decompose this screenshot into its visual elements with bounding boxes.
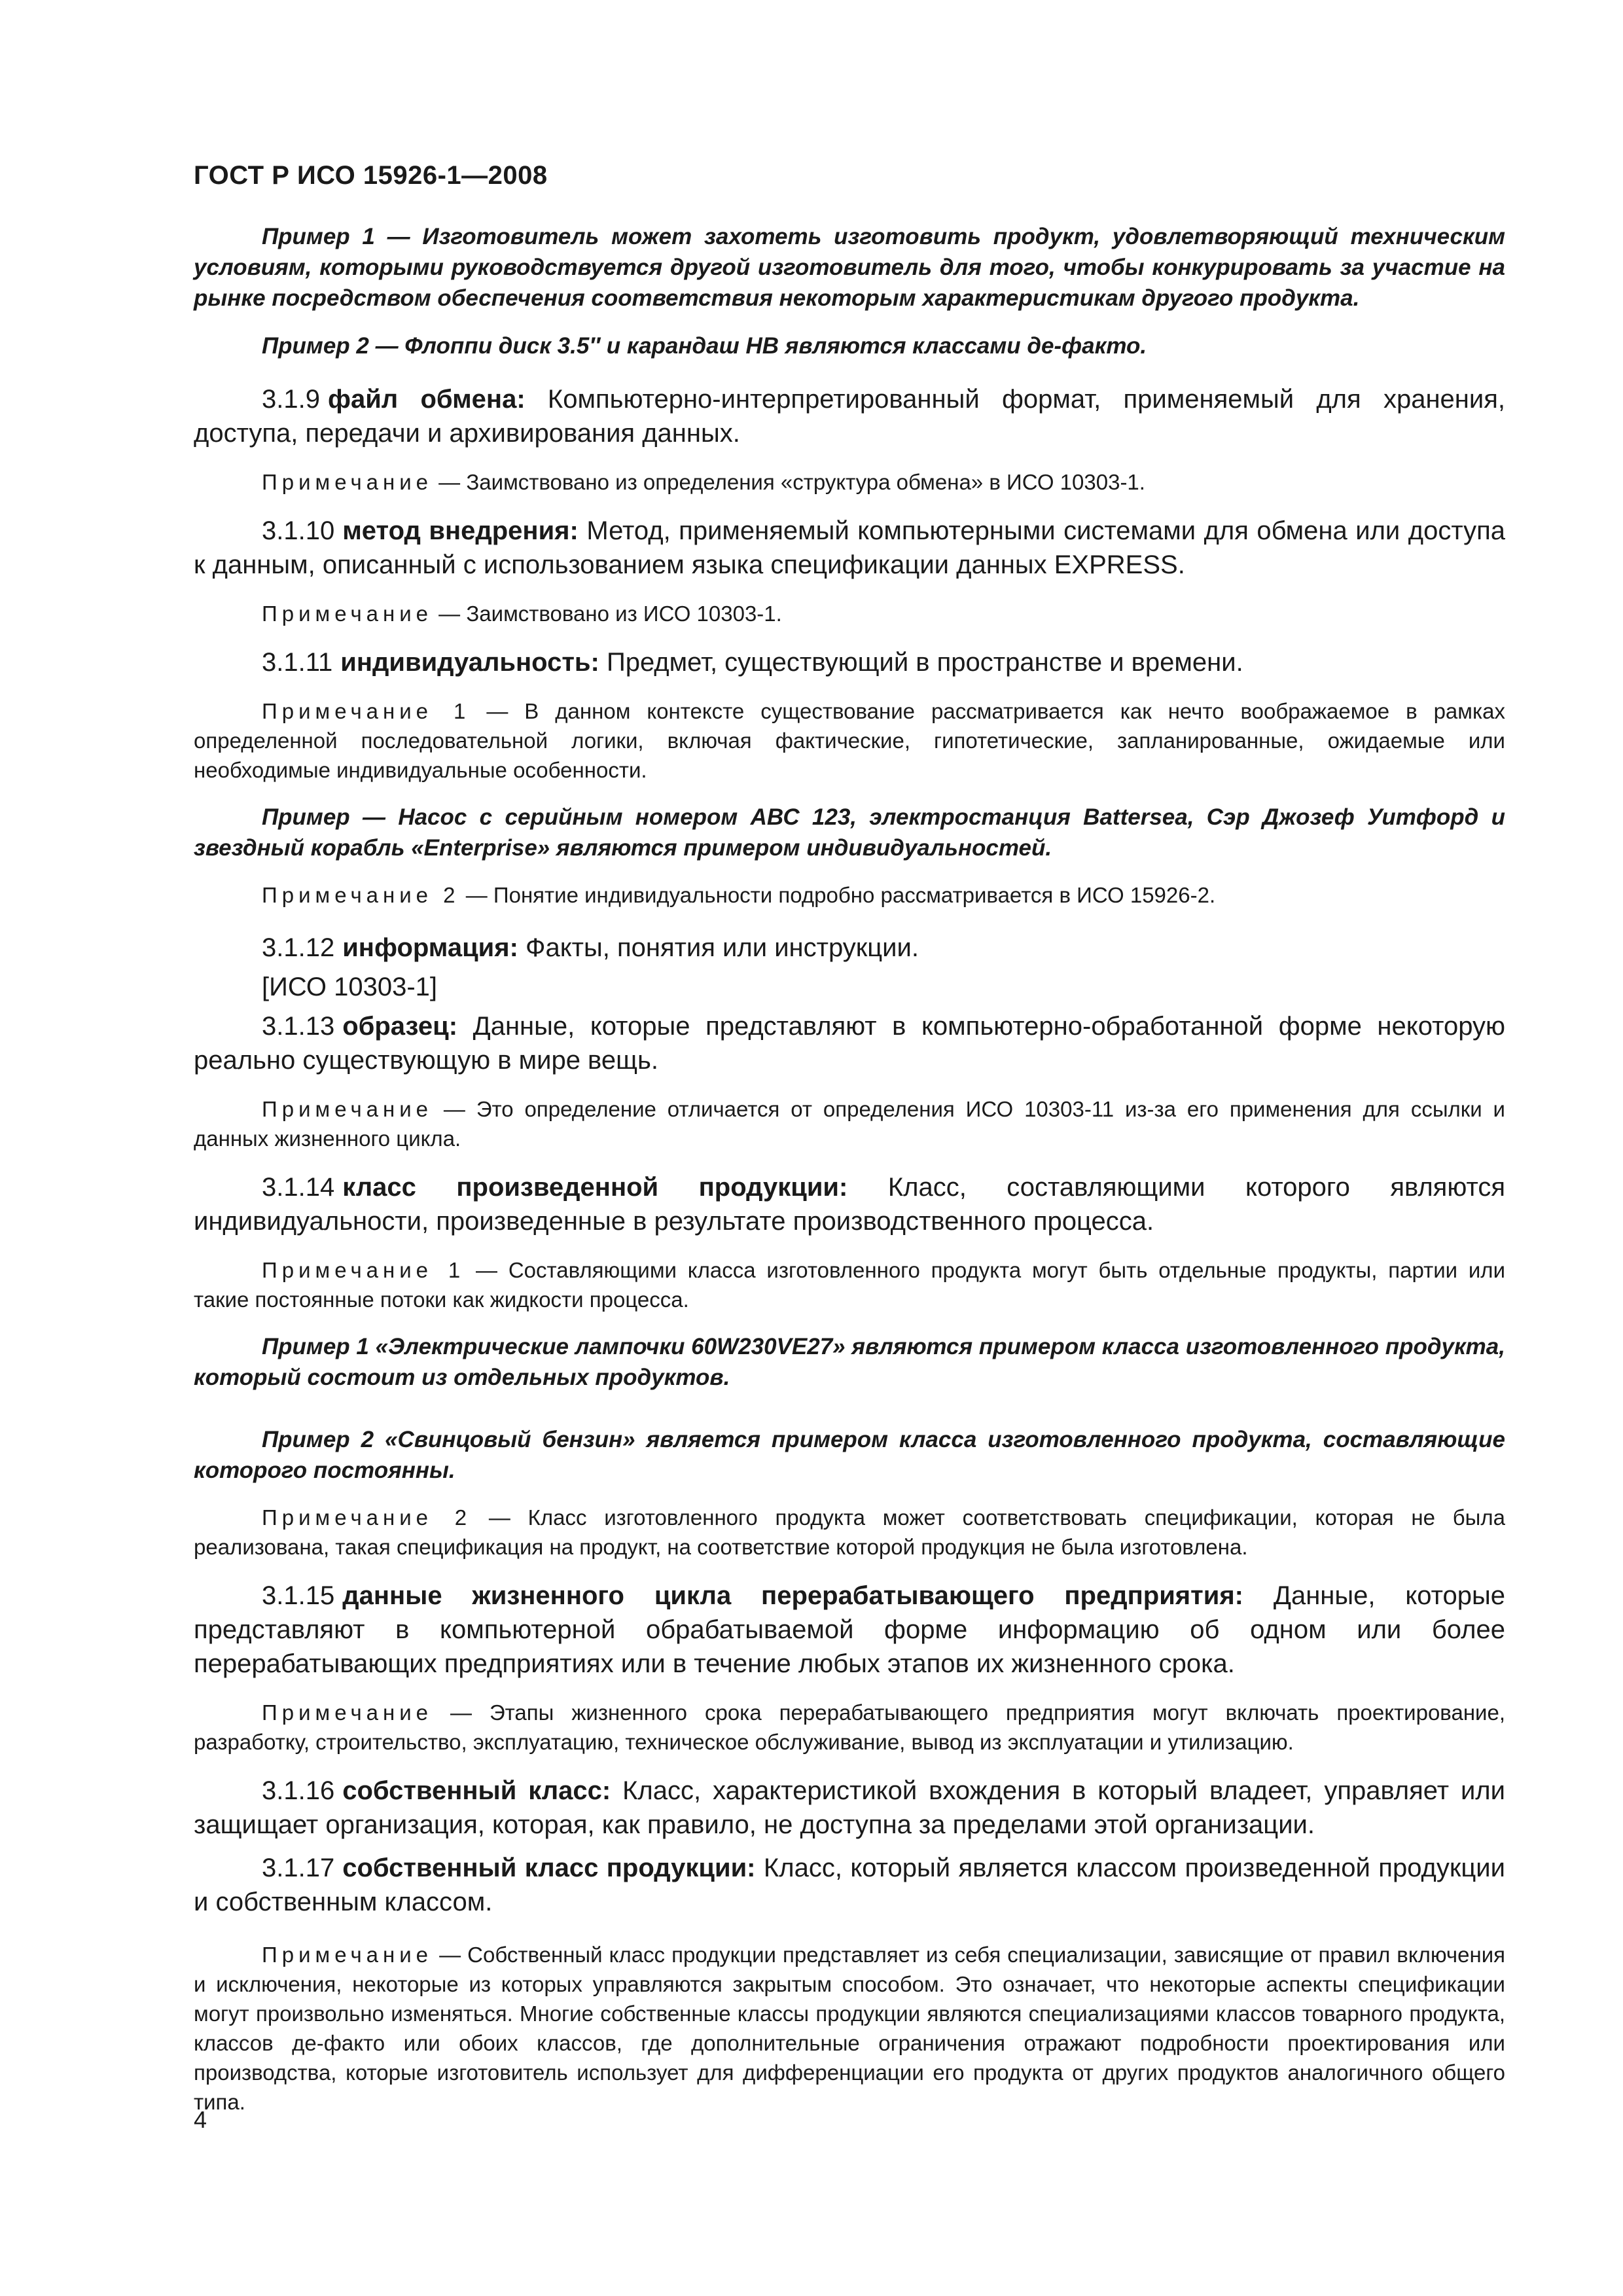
note-3-1-9 (194, 467, 1505, 497)
note-3-1-17 (194, 1940, 1505, 2117)
term-number: 3.1.12 (262, 933, 335, 962)
term-number: 3.1.14 (262, 1173, 335, 1202)
term-name: индивидуальность: (340, 648, 599, 677)
document-body (194, 221, 1505, 2117)
note-label: Примечание (262, 1097, 433, 1121)
note-3-1-15 (194, 1698, 1505, 1757)
term-name: файл обмена: (327, 385, 526, 414)
term-number: 3.1.11 (262, 648, 333, 677)
term-definition: Класс, который является классом произведенной продукции и собственным классом. (194, 1854, 1505, 1916)
term-3-1-15 (194, 1579, 1505, 1681)
example-3-1-14-1: Пример 1 «Электрические лампочки 60W230VE27» являются примером класса изготовленного продукта, который состоит из отдельных продуктов. (194, 1334, 1505, 1390)
term-name: класс произведенной продукции: (342, 1173, 848, 1202)
term-3-1-16 (194, 1774, 1505, 1842)
note-label: Примечание (262, 1700, 433, 1725)
note-label: Примечание 1 (262, 699, 471, 723)
term-name: информация: (342, 933, 518, 962)
term-name: данные жизненного цикла перерабатывающего предприятия: (342, 1581, 1243, 1610)
page-number: 4 (194, 2106, 207, 2133)
term-3-1-10 (194, 514, 1505, 582)
term-definition: Метод, применяемый компьютерными системами для обмена или доступа к данным, описанный с использованием языка спецификации данных EXPRESS. (194, 516, 1505, 579)
term-number: 3.1.17 (262, 1854, 335, 1882)
example-3-1-14-2: Пример 2 «Свинцовый бензин» является примером класса изготовленного продукта, составляющие которого постоянны. (194, 1427, 1505, 1483)
note-text: — Понятие индивидуальности подробно рассматривается в ИСО 15926-2. (459, 883, 1216, 907)
note-label: Примечание (262, 470, 433, 494)
term-3-1-11 (194, 645, 1505, 679)
term-definition: Данные, которые представляют в компьютерной обрабатываемой форме информацию об одном или более перерабатывающих предприятиях или в течение любых этапов их жизненного срока. (194, 1581, 1506, 1678)
note-text: — Заимствовано из определения «структура обмена» в ИСО 10303-1. (433, 470, 1145, 494)
note-3-1-11-2 (194, 880, 1505, 910)
note-label: Примечание (262, 601, 433, 626)
term-definition: Предмет, существующий в пространстве и времени. (599, 648, 1243, 677)
term-3-1-17 (194, 1851, 1505, 1919)
document-header: ГОСТ Р ИСО 15926-1—2008 (194, 161, 548, 190)
term-definition: Данные, которые представляют в компьютерно-обработанной форме некоторую реально существующую в мире вещь. (194, 1012, 1505, 1075)
term-3-1-14 (194, 1170, 1505, 1238)
term-number: 3.1.16 (262, 1776, 335, 1805)
term-3-1-9 (194, 382, 1505, 450)
term-definition: Класс, характеристикой вхождения в который владеет, управляет или защищает организация, которая, как правило, не доступна за пределами этой организации. (194, 1776, 1505, 1839)
term-definition: Компьютерно-интерпретированный формат, применяемый для хранения, доступа, передачи и архивирования данных. (194, 385, 1505, 448)
term-3-1-12 (194, 931, 1505, 965)
term-number: 3.1.10 (262, 516, 335, 545)
note-label: Примечание 1 (262, 1258, 465, 1282)
note-text: — Это определение отличается от определения ИСО 10303-11 из-за его применения для ссылки и данных жизненного цикла. (194, 1097, 1505, 1151)
term-number: 3.1.9 (262, 385, 320, 414)
example-1: Пример 1 — Изготовитель может захотеть изготовить продукт, удовлетворяющий техническим условиям, которыми руководствуется другой изготовитель для того, чтобы конкурировать за участие на рынке посредством обеспечения соответствия некоторым характеристикам другого продукта. (194, 224, 1505, 311)
term-name: метод внедрения: (342, 516, 579, 545)
note-text: — Составляющими класса изготовленного продукта могут быть отдельные продукты, партии или такие постоянные потоки как жидкости процесса. (194, 1258, 1506, 1312)
term-number: 3.1.13 (262, 1012, 335, 1041)
example-2: Пример 2 — Флоппи диск 3.5″ и карандаш НВ являются классами де-факто. (262, 333, 1147, 359)
note-3-1-10 (194, 599, 1505, 628)
reference-3-1-12: [ИСО 10303-1] (262, 973, 438, 1001)
term-3-1-13 (194, 1009, 1505, 1077)
example-3-1-11: Пример — Насос с серийным номером АВС 123, электростанция Battersea, Сэр Джозеф Уитфорд и звездный корабль «Enterprise» являются примером индивидуальностей. (194, 804, 1505, 861)
term-name: собственный класс продукции: (342, 1854, 756, 1882)
note-text: — В данном контексте существование рассматривается как нечто воображаемое в рамках определенной последовательной логики, включая фактические, гипотетические, запланированные, ожидаемые или необходимые индивидуальные особенности. (194, 699, 1505, 782)
note-text: — Заимствовано из ИСО 10303-1. (433, 601, 782, 626)
term-definition: Факты, понятия или инструкции. (518, 933, 919, 962)
term-definition: Класс, составляющими которого являются индивидуальности, произведенные в результате производственного процесса. (194, 1173, 1505, 1236)
note-3-1-11-1 (194, 696, 1505, 785)
note-text: — Этапы жизненного срока перерабатывающего предприятия могут включать проектирование, разработку, строительство, эксплуатацию, техническое обслуживание, вывод из эксплуатации и утилизацию. (194, 1700, 1505, 1754)
note-3-1-13 (194, 1094, 1505, 1153)
note-3-1-14-2 (194, 1503, 1505, 1562)
note-3-1-14-1 (194, 1255, 1505, 1314)
term-number: 3.1.15 (262, 1581, 335, 1610)
note-label: Примечание (262, 1943, 433, 1967)
note-label: Примечание 2 (262, 1505, 472, 1530)
term-name: образец: (342, 1012, 458, 1041)
note-text: — Собственный класс продукции представляет из себя специализации, зависящие от правил включения и исключения, некоторые из которых управляются закрытым способом. Это означает, что некоторые аспекты спецификации могут произвольно изменяться. Многие собственные классы продукции являются специализациями классов товарного продукта, классов де-факто или обоих классов, где дополнительные ограничения отражают подробности проектирования или производства, которые изготовитель использует для дифференциации его продукта от других продуктов аналогичного общего типа. (194, 1943, 1505, 2114)
note-label: Примечание 2 (262, 883, 460, 907)
note-text: — Класс изготовленного продукта может соответствовать спецификации, которая не была реализована, такая спецификация на продукт, на соответствие которой продукция не была изготовлена. (194, 1505, 1505, 1559)
term-name: собственный класс: (342, 1776, 611, 1805)
